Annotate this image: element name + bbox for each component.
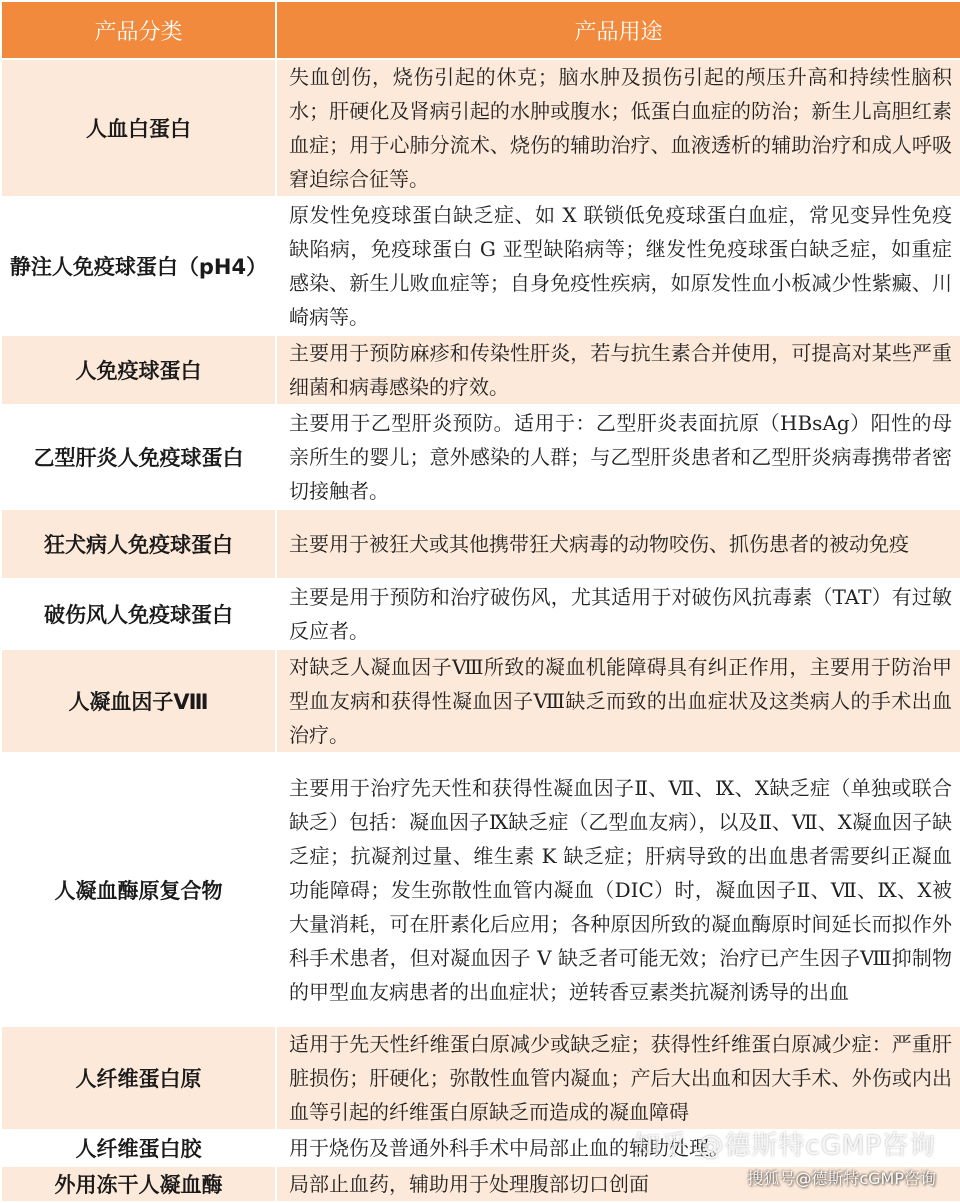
header-category: 产品分类 — [1, 1, 276, 59]
product-usage: 主要用于预防麻疹和传染性肝炎，若与抗生素合并使用，可提高对某些严重细菌和病毒感染的疗效。 — [276, 335, 960, 405]
table-row — [1, 649, 960, 753]
product-usage: 原发性免疫球蛋白缺乏症、如 X 联锁低免疫球蛋白血症，常见变异性免疫缺陷病，免疫球蛋白 G 亚型缺陷病等；继发性免疫球蛋白缺乏症，如重症感染、新生儿败血症等；自身免疫性疾病，如原发性血小板减少性紫癜、川崎病等。 — [276, 197, 960, 335]
product-category: 人纤维蛋白原 — [1, 1026, 276, 1130]
product-usage: 失血创伤，烧伤引起的休克；脑水肿及损伤引起的颅压升高和持续性脑积水；肝硬化及肾病引起的水肿或腹水；低蛋白血症的防治；新生儿高胆红素血症；用于心肺分流术、烧伤的辅助治疗、血液透析的辅助治疗和成人呼吸窘迫综合征等。 — [276, 59, 960, 197]
product-category: 乙型肝炎人免疫球蛋白 — [1, 405, 276, 509]
product-usage: 主要用于治疗先天性和获得性凝血因子Ⅱ、Ⅶ、Ⅸ、Ⅹ缺乏症（单独或联合缺乏）包括：凝血因子Ⅸ缺乏症（乙型血友病），以及Ⅱ、Ⅶ、Ⅹ凝血因子缺乏症；抗凝剂过量、维生素 K 缺乏症；肝病导致的出血患者需要纠正凝血功能障碍；发生弥散性血管内凝血（DIC）时，凝血因子Ⅱ、Ⅶ、Ⅸ、Ⅹ被大量消耗，可在肝素化后应用；各种原因所致的凝血酶原时间延长而拟作外科手术患者，但对凝血因子 V 缺乏者可能无效；治疗已产生因子Ⅷ抑制物的甲型血友病患者的出血症状；逆转香豆素类抗凝剂诱导的出血 — [276, 753, 960, 1026]
product-usage: 对缺乏人凝血因子Ⅷ所致的凝血机能障碍具有纠正作用，主要用于防治甲型血友病和获得性凝血因子Ⅷ缺乏而致的出血症状及这类病人的手术出血治疗。 — [276, 649, 960, 753]
table-row — [1, 1166, 960, 1202]
table-row — [1, 405, 960, 509]
product-category: 静注人免疫球蛋白（pH4） — [1, 197, 276, 335]
product-category: 外用冻干人凝血酶 — [1, 1166, 276, 1202]
product-category: 人凝血酶原复合物 — [1, 753, 276, 1026]
product-category: 人纤维蛋白胶 — [1, 1130, 276, 1166]
product-category: 狂犬病人免疫球蛋白 — [1, 509, 276, 579]
header-usage: 产品用途 — [276, 1, 960, 59]
product-category: 人血白蛋白 — [1, 59, 276, 197]
product-usage: 适用于先天性纤维蛋白原减少或缺乏症；获得性纤维蛋白原减少症：严重肝脏损伤；肝硬化；弥散性血管内凝血；产后大出血和因大手术、外伤或内出血等引起的纤维蛋白原缺乏而造成的凝血障碍 — [276, 1026, 960, 1130]
product-usage: 用于烧伤及普通外科手术中局部止血的辅助处理。 — [276, 1130, 960, 1166]
table-row — [1, 335, 960, 405]
product-usage: 主要用于被狂犬或其他携带狂犬病毒的动物咬伤、抓伤患者的被动免疫 — [276, 509, 960, 579]
product-category: 破伤风人免疫球蛋白 — [1, 579, 276, 649]
product-usage: 主要用于乙型肝炎预防。适用于：乙型肝炎表面抗原（HBsAg）阳性的母亲所生的婴儿；意外感染的人群；与乙型肝炎患者和乙型肝炎病毒携带者密切接触者。 — [276, 405, 960, 509]
table-row — [1, 753, 960, 1026]
table-header-row — [1, 1, 960, 59]
product-usage: 局部止血药，辅助用于处理腹部切口创面 — [276, 1166, 960, 1202]
table-row — [1, 59, 960, 197]
product-usage: 主要是用于预防和治疗破伤风，尤其适用于对破伤风抗毒素（TAT）有过敏反应者。 — [276, 579, 960, 649]
table-row — [1, 197, 960, 335]
table-row — [1, 579, 960, 649]
watermark-zhihu: 知乎 @德斯特cGMP咨询 — [634, 1131, 936, 1161]
table-row — [1, 509, 960, 579]
table-row — [1, 1130, 960, 1166]
watermark-sohu: 搜狐号@德斯特cGMP咨询 — [747, 1169, 936, 1188]
table-row — [1, 1026, 960, 1130]
product-category: 人免疫球蛋白 — [1, 335, 276, 405]
product-category: 人凝血因子Ⅷ — [1, 649, 276, 753]
